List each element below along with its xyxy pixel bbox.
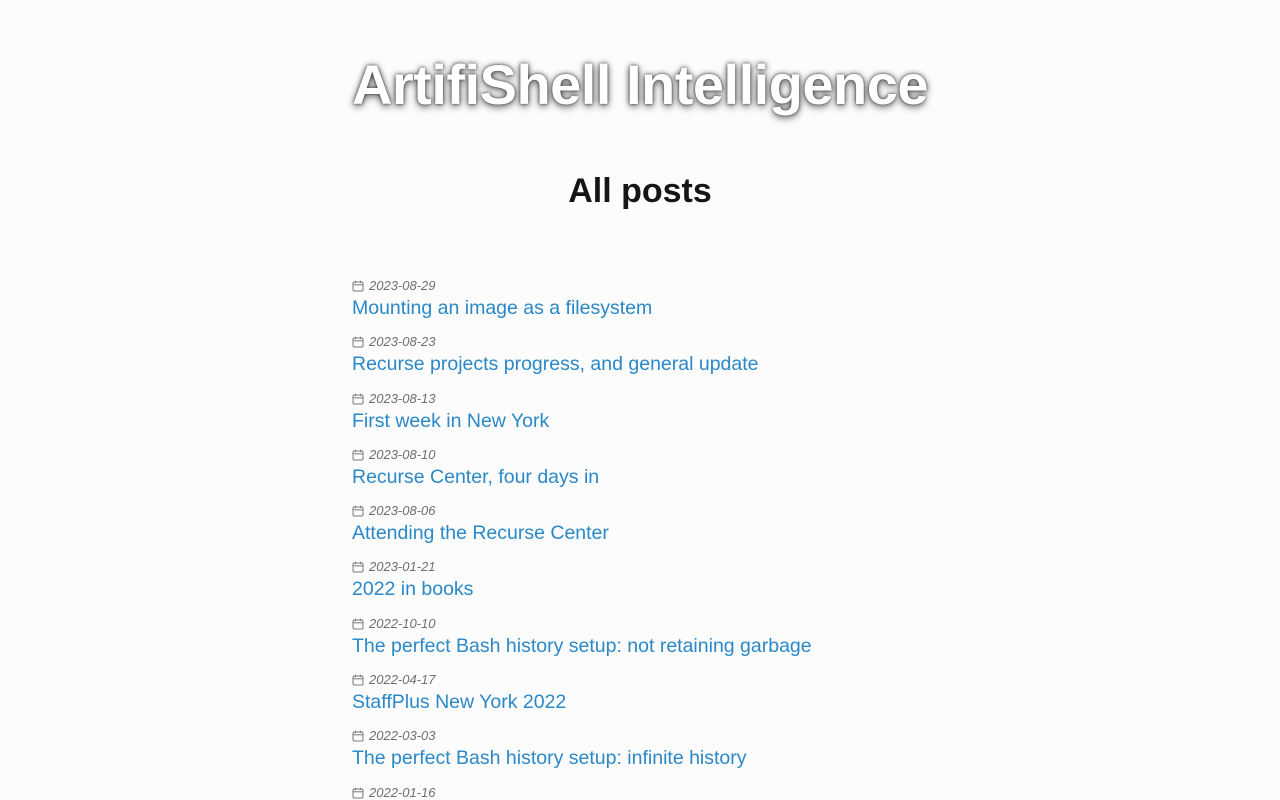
post-date: 2023-01-21 — [369, 559, 436, 575]
post-link[interactable]: The perfect Bash history setup: not retaining garbage — [352, 634, 812, 657]
post-date: 2022-01-16 — [369, 784, 436, 800]
post-link[interactable]: Recurse Center, four days in — [352, 465, 600, 488]
post-date: 2022-03-03 — [369, 728, 436, 744]
calendar-icon — [352, 730, 364, 742]
site-title[interactable]: ArtifiShell Intelligence — [351, 53, 929, 116]
post-date-row — [352, 277, 952, 295]
post-date: 2023-08-10 — [369, 446, 436, 462]
post-date: 2023-08-13 — [369, 390, 436, 406]
list-item — [352, 671, 952, 727]
post-date-row — [352, 446, 952, 464]
post-date: 2023-08-23 — [369, 334, 436, 350]
list-item — [352, 333, 952, 389]
calendar-icon — [352, 561, 364, 573]
calendar-icon — [352, 787, 364, 799]
list-item — [352, 446, 952, 502]
post-link[interactable]: Attending the Recurse Center — [352, 522, 609, 545]
post-link[interactable]: The perfect Bash history setup: infinite history — [352, 747, 747, 770]
post-link[interactable]: First week in New York — [352, 409, 550, 432]
list-item — [352, 558, 952, 614]
list-item — [352, 727, 952, 783]
post-date-row — [352, 390, 952, 408]
list-item — [352, 390, 952, 446]
post-date-row — [352, 671, 952, 689]
calendar-icon — [352, 393, 364, 405]
calendar-icon — [352, 280, 364, 292]
list-item — [352, 615, 952, 671]
post-date-row — [352, 333, 952, 351]
list-item — [352, 277, 952, 333]
calendar-icon — [352, 336, 364, 348]
post-date: 2023-08-06 — [369, 503, 436, 519]
calendar-icon — [352, 674, 364, 686]
post-date-row — [352, 784, 952, 800]
post-date-row — [352, 727, 952, 745]
post-link[interactable]: StaffPlus New York 2022 — [352, 691, 567, 714]
post-link[interactable]: Mounting an image as a filesystem — [352, 297, 653, 319]
calendar-icon — [352, 618, 364, 630]
post-date: 2022-10-10 — [369, 615, 436, 631]
post-date-row — [352, 558, 952, 576]
post-date: 2023-08-29 — [369, 278, 436, 293]
calendar-icon — [352, 505, 364, 517]
list-item — [352, 502, 952, 558]
post-date: 2022-04-17 — [369, 672, 436, 688]
post-date-row — [352, 502, 952, 520]
post-link[interactable]: Recurse projects progress, and general update — [352, 353, 759, 376]
calendar-icon — [352, 449, 364, 461]
post-list — [352, 277, 952, 800]
post-date-row — [352, 615, 952, 633]
post-link[interactable]: 2022 in books — [352, 578, 474, 601]
list-item — [352, 784, 952, 800]
page-title: All posts — [568, 172, 712, 210]
